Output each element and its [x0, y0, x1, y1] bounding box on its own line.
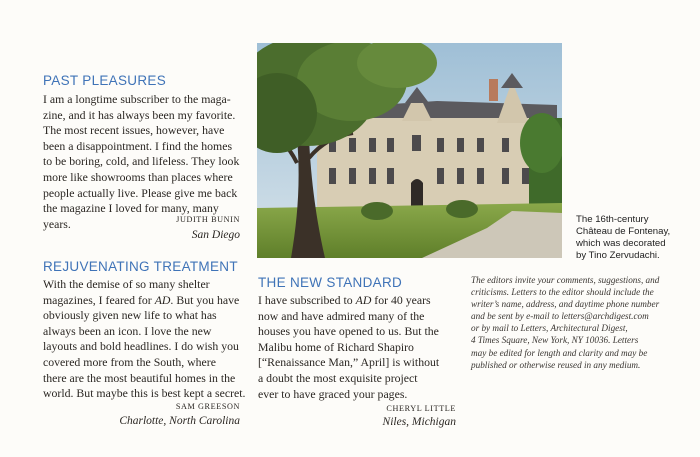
- text-line: [“Renaissance Man,” April] is without: [258, 355, 440, 370]
- caption-line: by Tino Zervudachi.: [576, 250, 660, 261]
- text-line: zine, and it has always been my favorite.: [43, 107, 236, 122]
- letter-body: [43, 277, 253, 402]
- text-line: always been an icon. I love the new: [43, 323, 212, 338]
- note-line: The editors invite your comments, suggestions, and: [471, 275, 660, 285]
- letter-body: [43, 92, 248, 232]
- magazine-name: AD: [355, 293, 372, 307]
- chateau-illustration: [257, 43, 562, 258]
- text-line: I am a longtime subscriber to the maga-: [43, 92, 231, 106]
- text-line: to be boring, cold, and lifeless. They look: [43, 154, 240, 169]
- letter-heading: REJUVENATING TREATMENT: [43, 259, 238, 274]
- letter-location: San Diego: [191, 229, 240, 241]
- letter-author: SAM GREESON: [175, 402, 240, 411]
- letter-author: CHERYL LITTLE: [386, 404, 456, 413]
- text-line: [43, 293, 253, 309]
- text-line: covered more from the South, where: [43, 354, 216, 369]
- text-line: Malibu home of Richard Shapiro: [258, 339, 414, 354]
- text-line: now and have admired many of the: [258, 308, 425, 323]
- note-line: writer’s name, address, and daytime phone number: [471, 299, 660, 310]
- caption-line: which was decorated: [576, 238, 666, 249]
- note-line: and be sent by e-mail to letters@archdigest.com: [471, 311, 649, 322]
- text-line: there are the most beautiful homes in the: [43, 370, 236, 385]
- text-line: been a disappointment. I find the homes: [43, 138, 233, 153]
- text-line: people actually live. Please give me back: [43, 185, 238, 200]
- text-line: a doubt the most exquisite project: [258, 370, 418, 385]
- text-line: The most recent issues, however, have: [43, 123, 225, 138]
- letter-body: [258, 293, 463, 402]
- letter-location: Niles, Michigan: [382, 416, 456, 428]
- text-segment: for 40 years: [371, 293, 431, 307]
- text-line: With the demise of so many shelter: [43, 277, 210, 291]
- note-line: may be edited for length and clarity and may be: [471, 347, 648, 358]
- note-line: or by mail to Letters, Architectural Digest,: [471, 323, 628, 334]
- letter-author: JUDITH BUNIN: [176, 215, 240, 224]
- text-line: houses you have opened to us. But the: [258, 324, 439, 339]
- caption-line: Château de Fontenay,: [576, 226, 671, 237]
- text-line: obviously given new life to what has: [43, 308, 217, 323]
- magazine-name: AD: [154, 292, 171, 307]
- caption-line: The 16th-century: [576, 214, 649, 225]
- text-line: layouts and bold headlines. I do wish you: [43, 339, 239, 354]
- note-line: published or otherwise reused in any medium.: [471, 359, 641, 370]
- letter-location: Charlotte, North Carolina: [119, 415, 240, 427]
- text-segment: I have subscribed to: [258, 293, 356, 307]
- text-segment: . But you have: [170, 292, 240, 307]
- letter-heading: THE NEW STANDARD: [258, 275, 403, 290]
- letter-heading: PAST PLEASURES: [43, 73, 166, 88]
- text-segment: magazines, I feared for: [43, 292, 155, 307]
- editors-note: [471, 274, 696, 371]
- text-line: world. But maybe this is best kept a secret.: [43, 386, 246, 401]
- text-line: [258, 293, 463, 309]
- text-line: the magazine I loved for many, many years.: [43, 201, 219, 231]
- chateau-photo: [257, 43, 562, 258]
- photo-caption: [576, 214, 694, 262]
- note-line: 4 Times Square, New York, NY 10036. Letters: [471, 335, 639, 346]
- text-line: more like showrooms than places where: [43, 169, 233, 184]
- note-line: criticisms. Letters to the editor should include the: [471, 287, 654, 298]
- text-line: ever to have graced your pages.: [258, 386, 408, 401]
